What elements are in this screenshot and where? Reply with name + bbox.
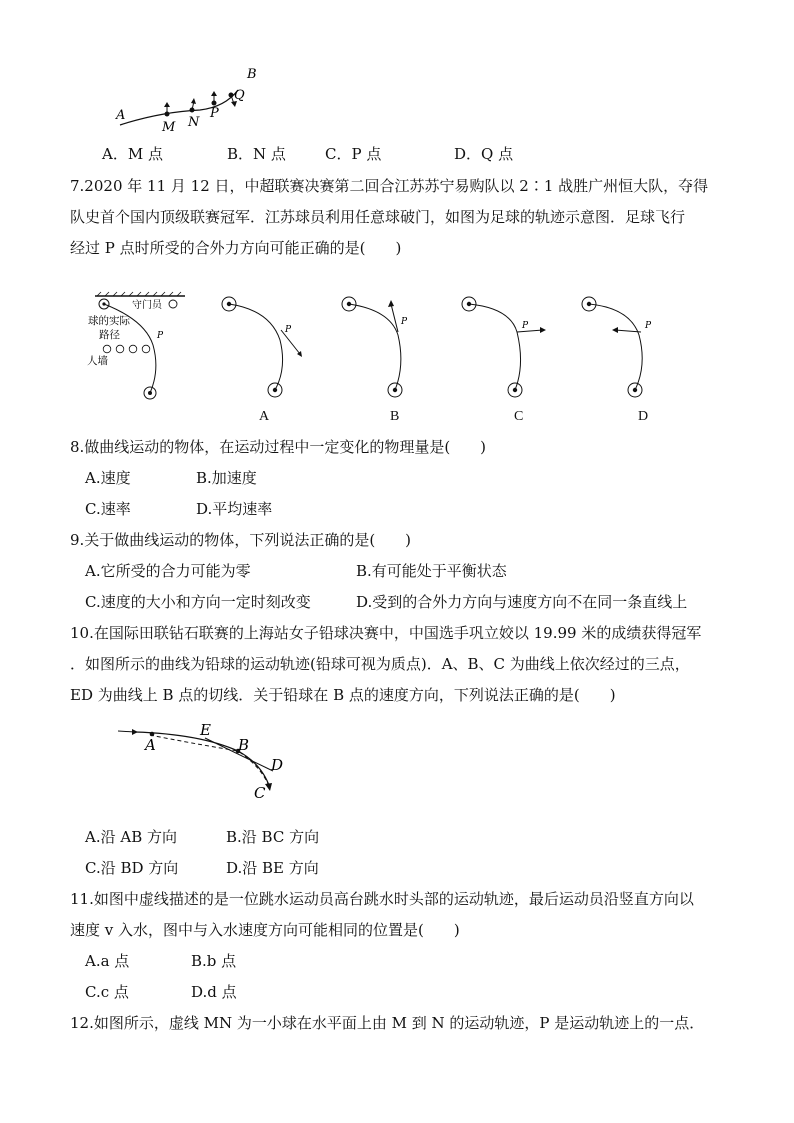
q10-label-b: B [238,736,250,754]
svg-text:P: P [522,321,529,331]
q7-figure-main [85,290,200,405]
q8-option-c: C.速率 [85,500,131,518]
q7-figure-d [575,290,675,405]
q7-figure-a [215,290,315,405]
q6-option-c: C．P 点 [325,145,382,163]
force-arrow [517,330,543,332]
q10-option-c: C.沿 BD 方向 [85,859,179,877]
q10-label-c: C [254,784,266,802]
q6-option-b: B．N 点 [227,145,286,163]
q10-line-2: ．如图所示的曲线为铅球的运动轨迹(铅球可视为质点)．A、B、C 为曲线上依次经过的三点， [70,655,690,673]
q7-line-3: 经过 P 点时所受的合外力方向可能正确的是( ) [70,239,402,257]
q6-option-d: D．Q 点 [454,145,514,163]
q10-figure [110,718,300,803]
q6-label-m: M [162,120,176,135]
q10-option-a: A.沿 AB 方向 [85,828,177,846]
q8-option-d: D.平均速率 [196,500,273,518]
goalkeeper-icon [169,300,177,308]
q6-option-a: A．M 点 [102,145,163,163]
q9-stem: 9.关于做曲线运动的物体，下列说法正确的是( ) [70,531,412,549]
q11-option-b: B.b 点 [191,952,237,970]
q6-figure [110,62,270,137]
q6-label-a: A [116,108,126,123]
q7-caption-b: B [390,409,400,424]
q10-option-d: D.沿 BE 方向 [226,859,319,877]
q10-label-d: D [271,756,284,774]
q7-figure-b [335,290,435,405]
q7-wall-label: 人墙 [87,355,108,367]
q11-line-2: 速度 v 入水，图中与入水速度方向可能相同的位置是( ) [70,921,460,939]
q11-option-c: C.c 点 [85,983,129,1001]
q7-goalkeeper-label: 守门员 [132,300,162,311]
q11-option-d: D.d 点 [191,983,237,1001]
q9-option-b: B.有可能处于平衡状态 [356,562,507,580]
q9-option-d: D.受到的合外力方向与速度方向不在同一条直线上 [356,593,688,611]
q6-label-n: N [188,115,200,130]
q11-line-1: 11.如图中虚线描述的是一位跳水运动员高台跳水时头部的运动轨迹，最后运动员沿竖直方向以 [70,890,694,908]
q10-label-a: A [145,736,156,754]
q10-option-b: B.沿 BC 方向 [226,828,320,846]
q6-label-q: Q [234,88,245,103]
svg-text:P: P [285,325,292,335]
q8-option-b: B.加速度 [196,469,257,487]
q7-path-label-1: 球的实际 [88,315,130,327]
q7-caption-a: A [259,409,270,424]
q10-line-3: ED 为曲线上 B 点的切线．关于铅球在 B 点的速度方向，下列说法正确的是( ) [70,686,616,704]
q6-label-p: P [210,106,219,121]
q7-line-2: 队史首个国内顶级联赛冠军．江苏球员利用任意球破门，如图为足球的轨迹示意图．足球飞行 [70,208,686,226]
q7-path-label-2: 路径 [99,329,120,341]
q7-caption-c: C [514,409,524,424]
wall-icon [103,345,150,353]
svg-text:P: P [645,321,652,331]
q6-curve [120,90,238,125]
q7-figure-c [455,290,555,405]
q6-label-b: B [247,67,257,82]
q10-line-1: 10.在国际田联钻石联赛的上海站女子铅球决赛中，中国选手巩立姣以 19.99 米的成绩获得冠军 [70,624,702,642]
q11-option-a: A.a 点 [85,952,130,970]
q9-option-c: C.速度的大小和方向一定时刻改变 [85,593,311,611]
q10-label-e: E [200,721,211,739]
q7-line-1: 7.2020 年 11 月 12 日，中超联赛决赛第二回合江苏苏宁易购队以 2∶1 战胜广州恒大队，夺得 [70,177,709,195]
q7-caption-d: D [638,409,649,424]
q9-option-a: A.它所受的合力可能为零 [85,562,251,580]
q8-stem: 8.做曲线运动的物体，在运动过程中一定变化的物理量是( ) [70,438,487,456]
svg-text:P: P [401,317,408,327]
q12-line-1: 12.如图所示，虚线 MN 为一小球在水平面上由 M 到 N 的运动轨迹，P 是运动轨迹上的一点． [70,1014,705,1032]
q8-option-a: A.速度 [85,469,131,487]
q7-main-p: P [157,331,164,341]
